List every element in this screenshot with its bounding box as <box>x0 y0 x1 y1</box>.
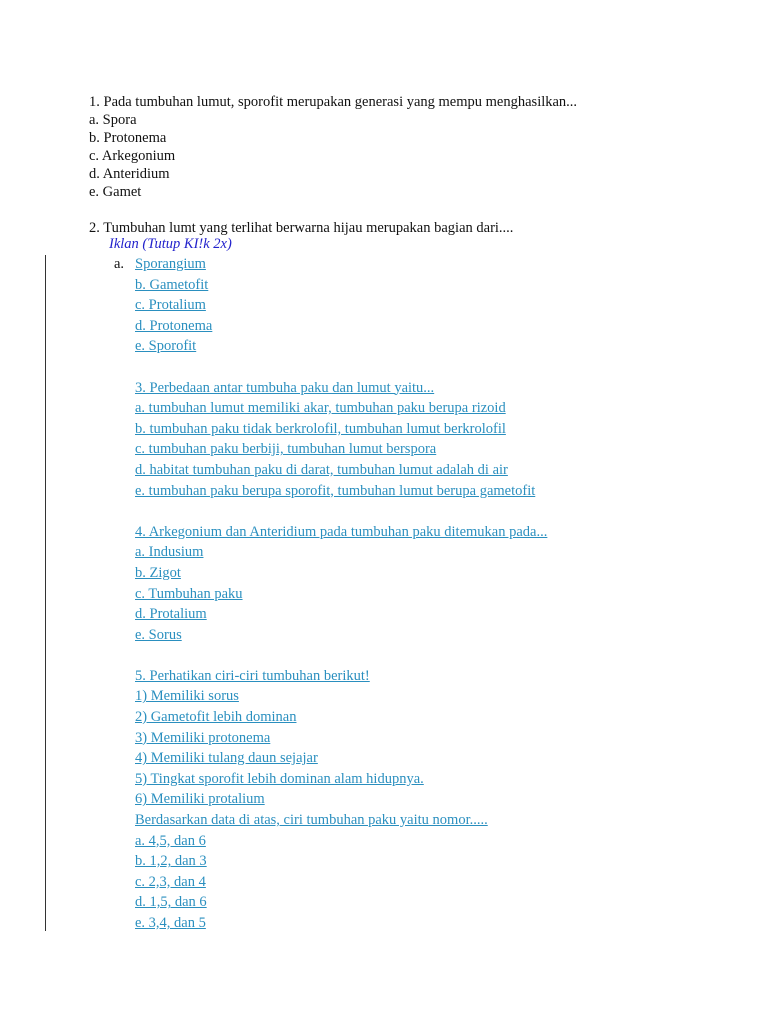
spacer <box>135 501 547 522</box>
question-5-option-c-link[interactable]: c. 2,3, dan 4 <box>135 873 206 890</box>
question-4-option-a-link[interactable]: a. Indusium <box>135 544 204 561</box>
question-5-option-b-link[interactable]: b. 1,2, dan 3 <box>135 853 207 870</box>
question-4-option-d-link[interactable]: d. Protalium <box>135 606 207 623</box>
list-marker: a. <box>114 256 125 272</box>
question-5-text-link[interactable]: 5. Perhatikan ciri-ciri tumbuhan berikut! <box>135 667 370 684</box>
spacer <box>135 645 547 666</box>
question-4-option-c-link[interactable]: c. Tumbuhan paku <box>135 585 243 602</box>
question-2-option-a-link[interactable]: Sporangium <box>135 256 206 272</box>
question-5-option-e-link[interactable]: e. 3,4, dan 5 <box>135 915 206 931</box>
question-1-option-b: b. Protonema <box>89 130 167 146</box>
question-5-item-5-link[interactable]: 5) Tingkat sporofit lebih dominan alam hidupnya. <box>135 770 424 787</box>
ad-frame-divider <box>45 255 46 931</box>
question-4-option-b-link[interactable]: b. Zigot <box>135 564 181 581</box>
question-2-text: 2. Tumbuhan lumt yang terlihat berwarna hijau merupakan bagian dari.... <box>89 220 514 236</box>
question-2-option-b-link[interactable]: b. Gametofit <box>135 276 209 293</box>
question-5-item-4-link[interactable]: 4) Memiliki tulang daun sejajar <box>135 750 318 767</box>
question-1-option-d: d. Anteridium <box>89 166 170 182</box>
question-1-option-c: c. Arkegonium <box>89 148 176 164</box>
question-1-option-e: e. Gamet <box>89 184 142 200</box>
ad-link-list <box>135 254 547 934</box>
question-5-item-3-link[interactable]: 3) Memiliki protonema <box>135 729 271 746</box>
question-3-text-link[interactable]: 3. Perbedaan antar tumbuha paku dan lumut yaitu... <box>135 379 435 396</box>
question-3-option-b-link[interactable]: b. tumbuhan paku tidak berkrolofil, tumbuhan lumut berkrolofil <box>135 420 506 437</box>
question-2-option-d-link[interactable]: d. Protonema <box>135 317 213 334</box>
question-5-item-1-link[interactable]: 1) Memiliki sorus <box>135 688 239 705</box>
question-1 <box>89 93 577 201</box>
question-3-option-a-link[interactable]: a. tumbuhan lumut memiliki akar, tumbuhan paku berupa rizoid <box>135 400 506 417</box>
question-5-option-a-link[interactable]: a. 4,5, dan 6 <box>135 832 206 849</box>
question-2-option-e-link[interactable]: e. Sporofit <box>135 338 197 355</box>
question-1-text: 1. Pada tumbuhan lumut, sporofit merupakan generasi yang mempu menghasilkan... <box>89 94 578 110</box>
question-5-item-6-link[interactable]: 6) Memiliki protalium <box>135 791 265 808</box>
question-3-option-e-link[interactable]: e. tumbuhan paku berupa sporofit, tumbuhan lumut berupa gametofit <box>135 482 536 499</box>
question-4-text-link[interactable]: 4. Arkegonium dan Anteridium pada tumbuhan paku ditemukan pada... <box>135 523 548 540</box>
question-2-option-c-link[interactable]: c. Protalium <box>135 297 206 314</box>
question-5-option-d-link[interactable]: d. 1,5, dan 6 <box>135 894 207 911</box>
question-3-option-d-link[interactable]: d. habitat tumbuhan paku di darat, tumbuhan lumut adalah di air <box>135 461 508 478</box>
question-3-option-c-link[interactable]: c. tumbuhan paku berbiji, tumbuhan lumut berspora <box>135 441 437 458</box>
ad-close-label[interactable]: Iklan (Tutup KI!k 2x) <box>109 236 232 252</box>
question-5-item-2-link[interactable]: 2) Gametofit lebih dominan <box>135 709 297 726</box>
question-1-option-a: a. Spora <box>89 112 137 128</box>
spacer <box>135 357 547 378</box>
question-2 <box>89 219 513 237</box>
question-4-option-e-link[interactable]: e. Sorus <box>135 626 182 643</box>
question-5-prompt-link[interactable]: Berdasarkan data di atas, ciri tumbuhan paku yaitu nomor..... <box>135 812 488 829</box>
